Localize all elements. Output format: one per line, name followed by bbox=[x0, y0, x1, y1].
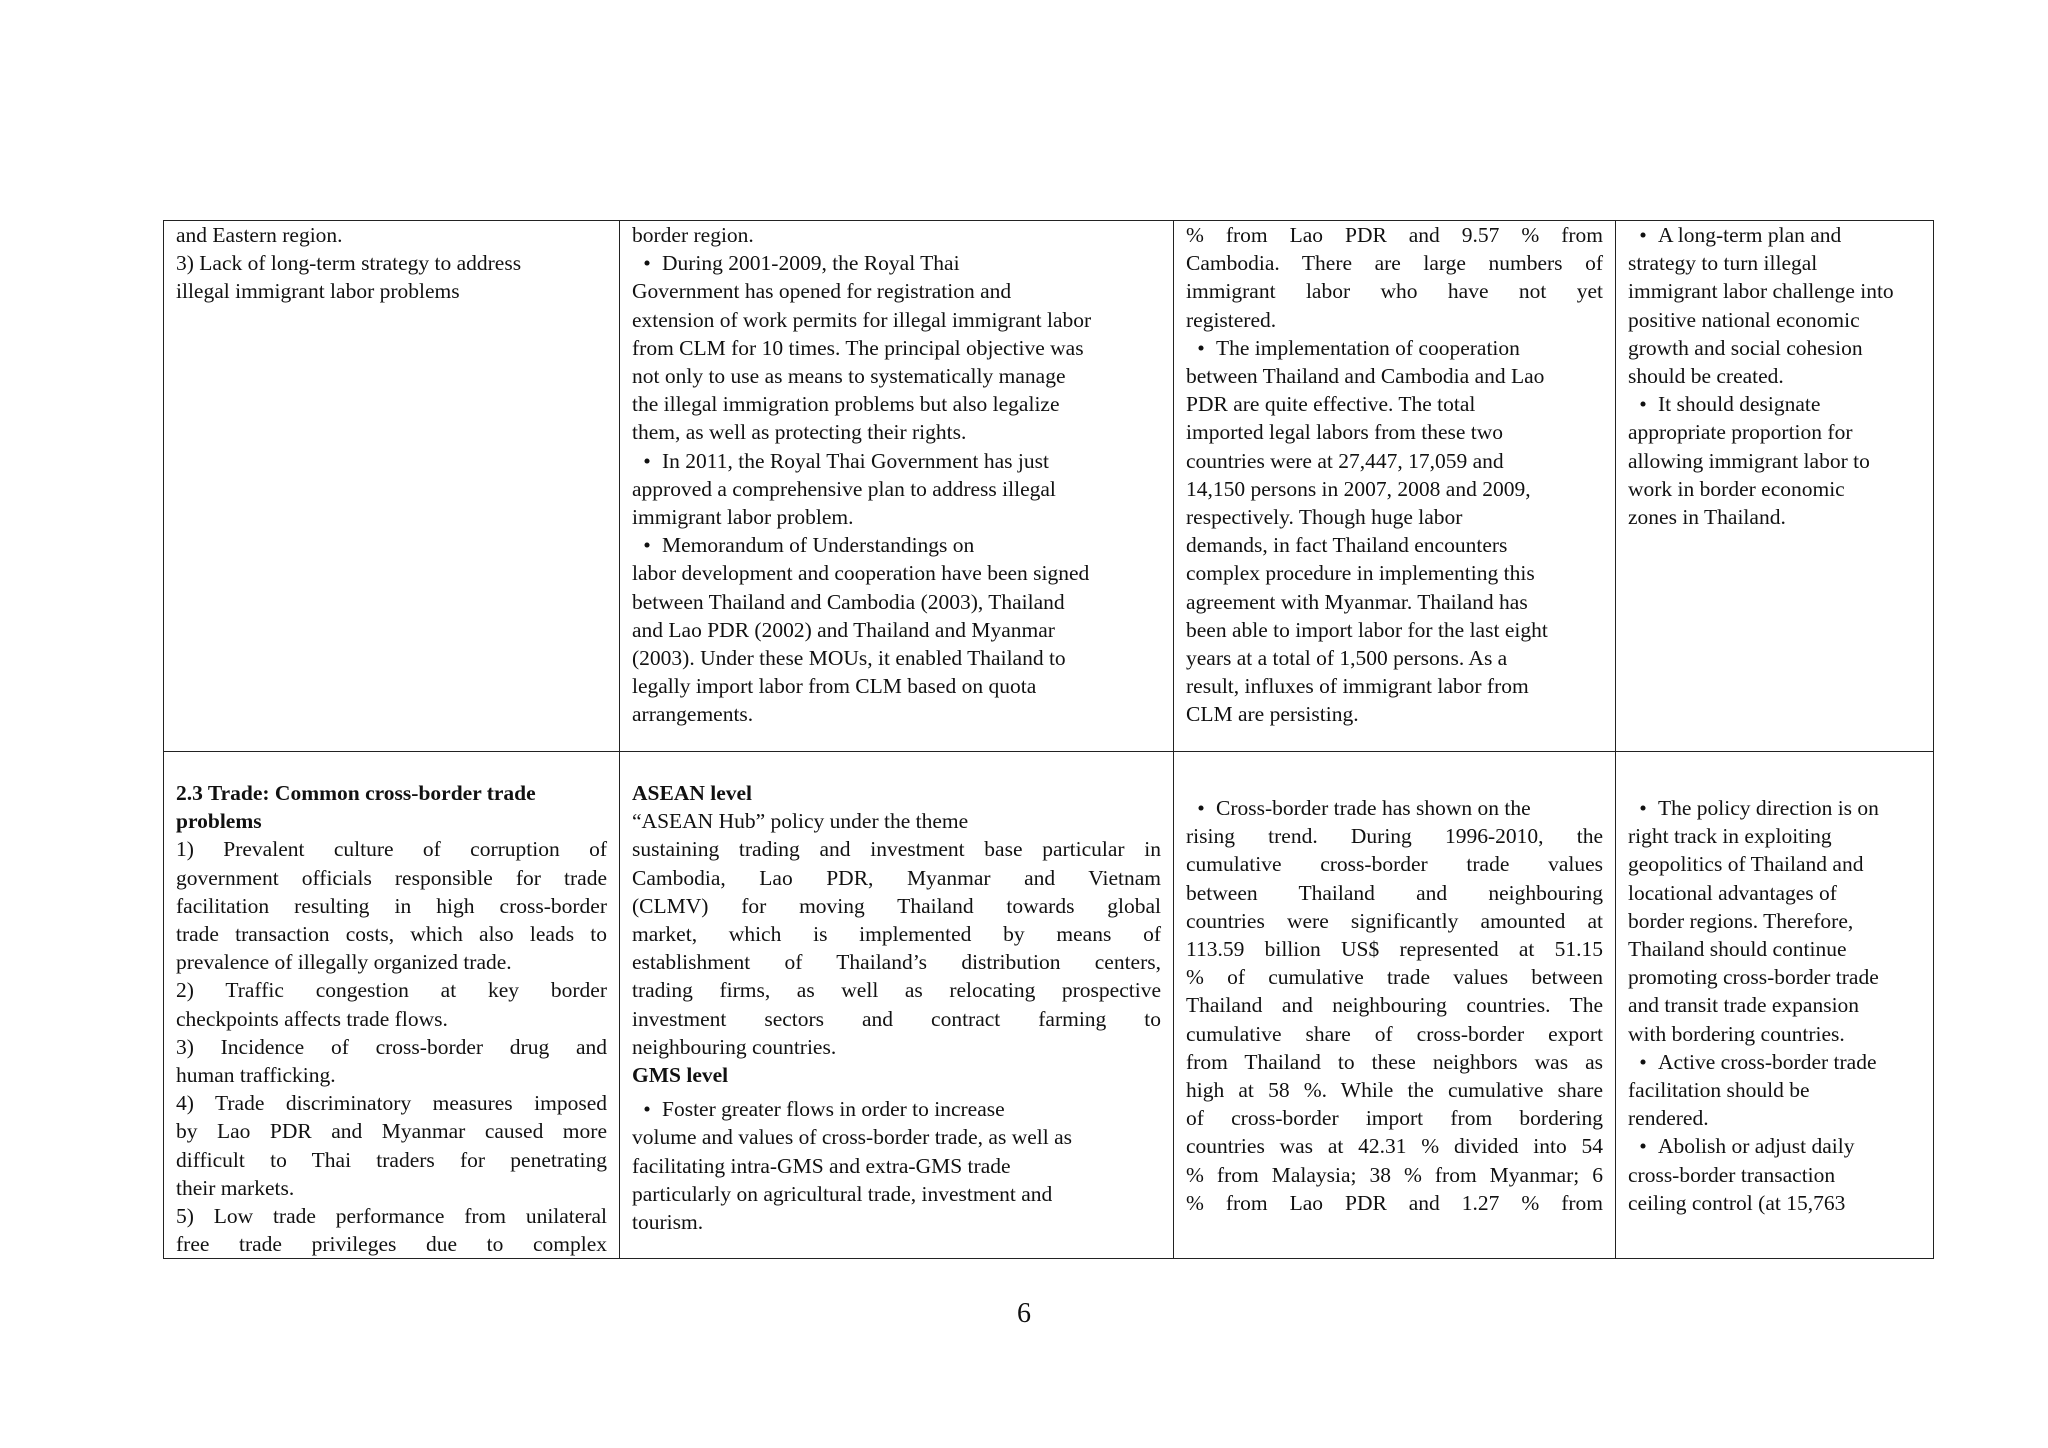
text-line: difficult to Thai traders for penetrating bbox=[176, 1147, 607, 1172]
text-line: 14,150 persons in 2007, 2008 and 2009, bbox=[1186, 476, 1531, 501]
text-line: border regions. Therefore, bbox=[1628, 908, 1854, 933]
text-line: extension of work permits for illegal immigrant labor bbox=[632, 307, 1092, 332]
text-line: should be created. bbox=[1628, 364, 1784, 389]
text-line: government officials responsible for trade bbox=[176, 865, 607, 890]
text-line: immigrant labor challenge into bbox=[1628, 279, 1894, 304]
text-line: CLM are persisting. bbox=[1186, 702, 1359, 727]
text-line: facilitating intra-GMS and extra-GMS trade bbox=[632, 1153, 1011, 1178]
text-line: immigrant labor who have not yet bbox=[1186, 279, 1603, 304]
text-line: 113.59 billion US$ represented at 51.15 bbox=[1186, 937, 1603, 962]
text-line: % from Lao PDR and 9.57 % from bbox=[1186, 223, 1603, 247]
text-line: % from Lao PDR and 1.27 % from bbox=[1186, 1190, 1603, 1215]
bullet-line: • Abolish or adjust daily bbox=[1628, 1132, 1921, 1160]
text-line: countries were significantly amounted at bbox=[1186, 908, 1603, 933]
recommendations-cell bbox=[1616, 752, 1934, 1259]
text-line: from Thailand to these neighbors was as bbox=[1186, 1049, 1603, 1074]
text-line: demands, in fact Thailand encounters bbox=[1186, 533, 1508, 558]
text-line: and transit trade expansion bbox=[1628, 993, 1860, 1018]
text-line: cumulative cross-border trade values bbox=[1186, 852, 1603, 877]
text-line: promoting cross-border trade bbox=[1628, 965, 1879, 990]
text-line: facilitation resulting in high cross-border bbox=[176, 893, 607, 918]
text-line: (CLMV) for moving Thailand towards global bbox=[632, 893, 1161, 918]
text-line: registered. bbox=[1186, 307, 1277, 332]
text-line: % from Malaysia; 38 % from Myanmar; 6 bbox=[1186, 1162, 1603, 1187]
recommendations-cell bbox=[1616, 221, 1934, 752]
spacer bbox=[1186, 752, 1603, 779]
text-line: Thailand and neighbouring countries. The bbox=[1186, 993, 1603, 1018]
text-line: legally import labor from CLM based on quota bbox=[632, 674, 1037, 699]
text-line: trading firms, as well as relocating prospective bbox=[632, 978, 1161, 1003]
text-line: market, which is implemented by means of bbox=[632, 922, 1161, 947]
issues-cell bbox=[164, 752, 620, 1259]
spacer bbox=[1628, 779, 1921, 794]
policy-cell bbox=[620, 752, 1174, 1259]
text-line: tourism. bbox=[632, 1210, 704, 1235]
text-line: labor development and cooperation have been signed bbox=[632, 561, 1090, 586]
text-line: not only to use as means to systematically manage bbox=[632, 364, 1066, 389]
text-line: trade transaction costs, which also leads to bbox=[176, 922, 607, 947]
bullet-line: • It should designate bbox=[1628, 390, 1921, 418]
text-line: cumulative share of cross-border export bbox=[1186, 1021, 1603, 1046]
text-line: them, as well as protecting their rights. bbox=[632, 420, 967, 445]
text-line: “ASEAN Hub” policy under the theme bbox=[632, 809, 969, 834]
text-line: ceiling control (at 15,763 bbox=[1628, 1190, 1846, 1215]
text-line: right track in exploiting bbox=[1628, 824, 1832, 849]
text-line: 1) Prevalent culture of corruption of bbox=[176, 837, 607, 862]
spacer bbox=[1186, 779, 1603, 794]
text-line: illegal immigrant labor problems bbox=[176, 279, 460, 304]
text-line: PDR are quite effective. The total bbox=[1186, 392, 1476, 417]
text-line: their markets. bbox=[176, 1175, 295, 1200]
text-line: complex procedure in implementing this bbox=[1186, 561, 1535, 586]
content-table bbox=[163, 220, 1934, 1259]
text-line: countries were at 27,447, 17,059 and bbox=[1186, 448, 1504, 473]
text-line: approved a comprehensive plan to address illegal bbox=[632, 476, 1056, 501]
text-line: 2) Traffic congestion at key border bbox=[176, 978, 607, 1003]
text-line: cross-border transaction bbox=[1628, 1162, 1836, 1187]
text-line: 3) Lack of long-term strategy to address bbox=[176, 251, 522, 276]
spacer bbox=[1628, 752, 1921, 779]
text-line: countries was at 42.31 % divided into 54 bbox=[1186, 1134, 1603, 1159]
bullet-line: • Active cross-border trade bbox=[1628, 1048, 1921, 1076]
bullet-line: • The implementation of cooperation bbox=[1186, 334, 1603, 362]
text-line: (2003). Under these MOUs, it enabled Thailand to bbox=[632, 646, 1066, 671]
text-line: by Lao PDR and Myanmar caused more bbox=[176, 1119, 607, 1144]
text-line: free trade privileges due to complex bbox=[176, 1232, 607, 1257]
text-line: locational advantages of bbox=[1628, 880, 1837, 905]
spacer bbox=[176, 752, 607, 779]
subheading-gms-level: GMS level bbox=[632, 1063, 729, 1088]
issues-cell bbox=[164, 221, 620, 752]
text-line: result, influxes of immigrant labor from bbox=[1186, 674, 1529, 699]
text-line: work in border economic bbox=[1628, 476, 1845, 501]
text-line: appropriate proportion for bbox=[1628, 420, 1853, 445]
text-line: growth and social cohesion bbox=[1628, 335, 1863, 360]
text-line: neighbouring countries. bbox=[632, 1034, 837, 1059]
bullet-line: • The policy direction is on bbox=[1628, 794, 1921, 822]
text-line: sustaining trading and investment base particular in bbox=[632, 837, 1161, 862]
bullet-line: • Foster greater flows in order to increase bbox=[632, 1095, 1161, 1123]
text-line: geopolitics of Thailand and bbox=[1628, 852, 1864, 877]
text-line: imported legal labors from these two bbox=[1186, 420, 1504, 445]
text-line: volume and values of cross-border trade, as well as bbox=[632, 1125, 1073, 1150]
bullet-line: • Memorandum of Understandings on bbox=[632, 531, 1161, 559]
text-line: 4) Trade discriminatory measures imposed bbox=[176, 1091, 607, 1116]
text-line: respectively. Though huge labor bbox=[1186, 505, 1463, 530]
text-line: facilitation should be bbox=[1628, 1078, 1810, 1103]
text-line: checkpoints affects trade flows. bbox=[176, 1006, 448, 1031]
text-line: rising trend. During 1996-2010, the bbox=[1186, 824, 1603, 849]
text-line: the illegal immigration problems but also legalize bbox=[632, 392, 1060, 417]
policy-cell bbox=[620, 221, 1174, 752]
text-line: investment sectors and contract farming to bbox=[632, 1006, 1161, 1031]
table-row bbox=[164, 221, 1934, 752]
text-line: zones in Thailand. bbox=[1628, 505, 1786, 530]
text-line: and Eastern region. bbox=[176, 223, 343, 247]
text-line: prevalence of illegally organized trade. bbox=[176, 950, 512, 975]
text-line: border region. bbox=[632, 223, 754, 247]
text-line: from CLM for 10 times. The principal objective was bbox=[632, 335, 1084, 360]
text-line: Cambodia, Lao PDR, Myanmar and Vietnam bbox=[632, 865, 1161, 890]
text-line: agreement with Myanmar. Thailand has bbox=[1186, 589, 1528, 614]
text-line: 5) Low trade performance from unilateral bbox=[176, 1204, 607, 1229]
text-line: Thailand should continue bbox=[1628, 937, 1847, 962]
section-heading: problems bbox=[176, 809, 262, 834]
text-line: Cambodia. There are large numbers of bbox=[1186, 251, 1603, 276]
bullet-line: • In 2011, the Royal Thai Government has just bbox=[632, 447, 1161, 475]
text-line: 3) Incidence of cross-border drug and bbox=[176, 1034, 607, 1059]
text-line: arrangements. bbox=[632, 702, 754, 727]
text-line: strategy to turn illegal bbox=[1628, 251, 1818, 276]
text-line: years at a total of 1,500 persons. As a bbox=[1186, 646, 1508, 671]
text-line: rendered. bbox=[1628, 1106, 1709, 1131]
text-line: human trafficking. bbox=[176, 1063, 336, 1088]
text-line: establishment of Thailand’s distribution centers, bbox=[632, 950, 1161, 975]
text-line: allowing immigrant labor to bbox=[1628, 448, 1870, 473]
table-row bbox=[164, 752, 1934, 1259]
text-line: been able to import labor for the last eight bbox=[1186, 617, 1548, 642]
text-line: between Thailand and Cambodia and Lao bbox=[1186, 364, 1545, 389]
spacer bbox=[632, 752, 1161, 779]
text-line: particularly on agricultural trade, investment and bbox=[632, 1181, 1053, 1206]
section-heading: 2.3 Trade: Common cross-border trade bbox=[176, 781, 536, 805]
text-line: and Lao PDR (2002) and Thailand and Myanmar bbox=[632, 617, 1055, 642]
text-line: between Thailand and Cambodia (2003), Thailand bbox=[632, 589, 1065, 614]
bullet-line: • A long-term plan and bbox=[1628, 221, 1921, 249]
text-line: Government has opened for registration and bbox=[632, 279, 1012, 304]
bullet-line: • During 2001-2009, the Royal Thai bbox=[632, 249, 1161, 277]
subheading-asean-level: ASEAN level bbox=[632, 781, 753, 805]
text-line: immigrant labor problem. bbox=[632, 505, 854, 530]
bullet-line: • Cross-border trade has shown on the bbox=[1186, 794, 1603, 822]
page-number: 6 bbox=[1017, 1298, 1031, 1329]
text-line: of cross-border import from bordering bbox=[1186, 1106, 1603, 1131]
text-line: between Thailand and neighbouring bbox=[1186, 880, 1603, 905]
results-cell bbox=[1174, 221, 1616, 752]
text-line: positive national economic bbox=[1628, 307, 1860, 332]
results-cell bbox=[1174, 752, 1616, 1259]
text-line: high at 58 %. While the cumulative share bbox=[1186, 1078, 1603, 1103]
text-line: % of cumulative trade values between bbox=[1186, 965, 1603, 990]
text-line: with bordering countries. bbox=[1628, 1021, 1845, 1046]
